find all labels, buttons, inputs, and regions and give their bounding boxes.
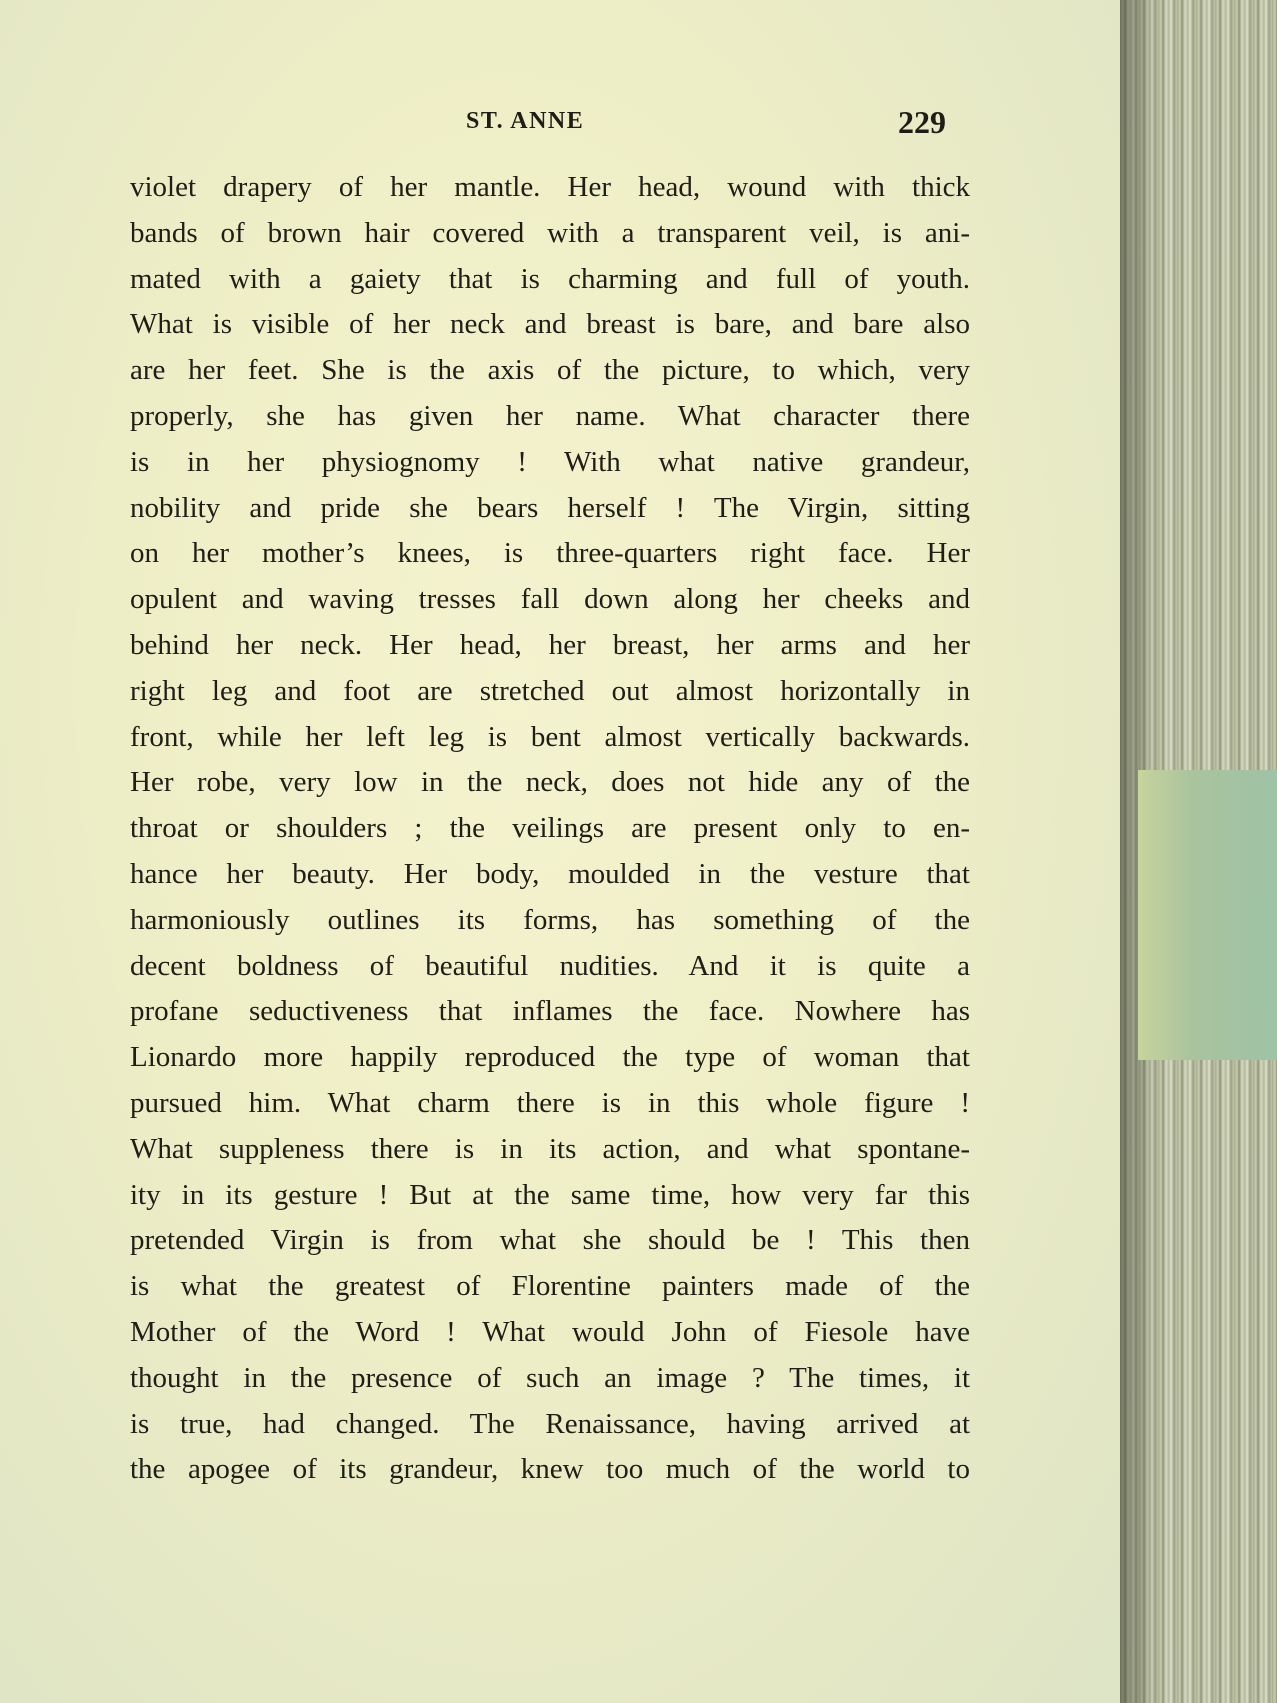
text-line: pursued him. What charm there is in this whole figure ! <box>130 1086 970 1119</box>
page-number: 229 <box>898 104 946 140</box>
body-text <box>130 165 970 1493</box>
text-line: decent boldness of beautiful nudities. And it is quite a <box>130 949 970 982</box>
text-line: harmoniously outlines its forms, has something of the <box>130 903 970 936</box>
text-line: properly, she has given her name. What character there <box>130 399 970 432</box>
text-line: violet drapery of her mantle. Her head, wound with thick <box>130 171 970 203</box>
running-title: ST. ANNE <box>466 108 585 134</box>
text-line: profane seductiveness that inflames the face. Nowhere has <box>130 995 970 1028</box>
text-line: are her feet. She is the axis of the picture, to which, very <box>130 354 970 387</box>
text-line: is true, had changed. The Renaissance, having arrived at <box>130 1407 970 1440</box>
text-line: ity in its gesture ! But at the same time, how very far this <box>130 1178 970 1211</box>
text-line: is what the greatest of Florentine painters made of the <box>130 1270 970 1303</box>
text-line: right leg and foot are stretched out almost horizontally in <box>130 674 970 707</box>
text-line: behind her neck. Her head, her breast, her arms and her <box>130 628 970 661</box>
text-line: the apogee of its grandeur, knew too much of the world to <box>130 1453 970 1486</box>
text-line: Lionardo more happily reproduced the type of woman that <box>130 1041 970 1074</box>
text-line: Her robe, very low in the neck, does not hide any of the <box>130 766 970 799</box>
text-line: on her mother’s knees, is three-quarters right face. Her <box>130 537 970 570</box>
text-line: pretended Virgin is from what she should be ! This then <box>130 1224 970 1257</box>
running-head <box>0 104 1135 142</box>
text-line: thought in the presence of such an image ? The times, it <box>130 1361 970 1394</box>
text-line: What suppleness there is in its action, and what spontane- <box>130 1132 970 1165</box>
text-line: front, while her left leg is bent almost vertically backwards. <box>130 720 970 753</box>
text-line: opulent and waving tresses fall down along her cheeks and <box>130 583 970 616</box>
text-line: bands of brown hair covered with a transparent veil, is ani- <box>130 216 970 249</box>
text-line: hance her beauty. Her body, moulded in the vesture that <box>130 857 970 890</box>
text-line: nobility and pride she bears herself ! The Virgin, sitting <box>130 491 970 524</box>
text-line: What is visible of her neck and breast is bare, and bare also <box>130 308 970 341</box>
text-line: Mother of the Word ! What would John of Fiesole have <box>130 1315 970 1348</box>
text-line: throat or shoulders ; the veilings are present only to en- <box>130 812 970 845</box>
page-edge-tint <box>1138 770 1277 1060</box>
text-line: mated with a gaiety that is charming and full of youth. <box>130 262 970 295</box>
text-line: is in her physiognomy ! With what native grandeur, <box>130 445 970 478</box>
